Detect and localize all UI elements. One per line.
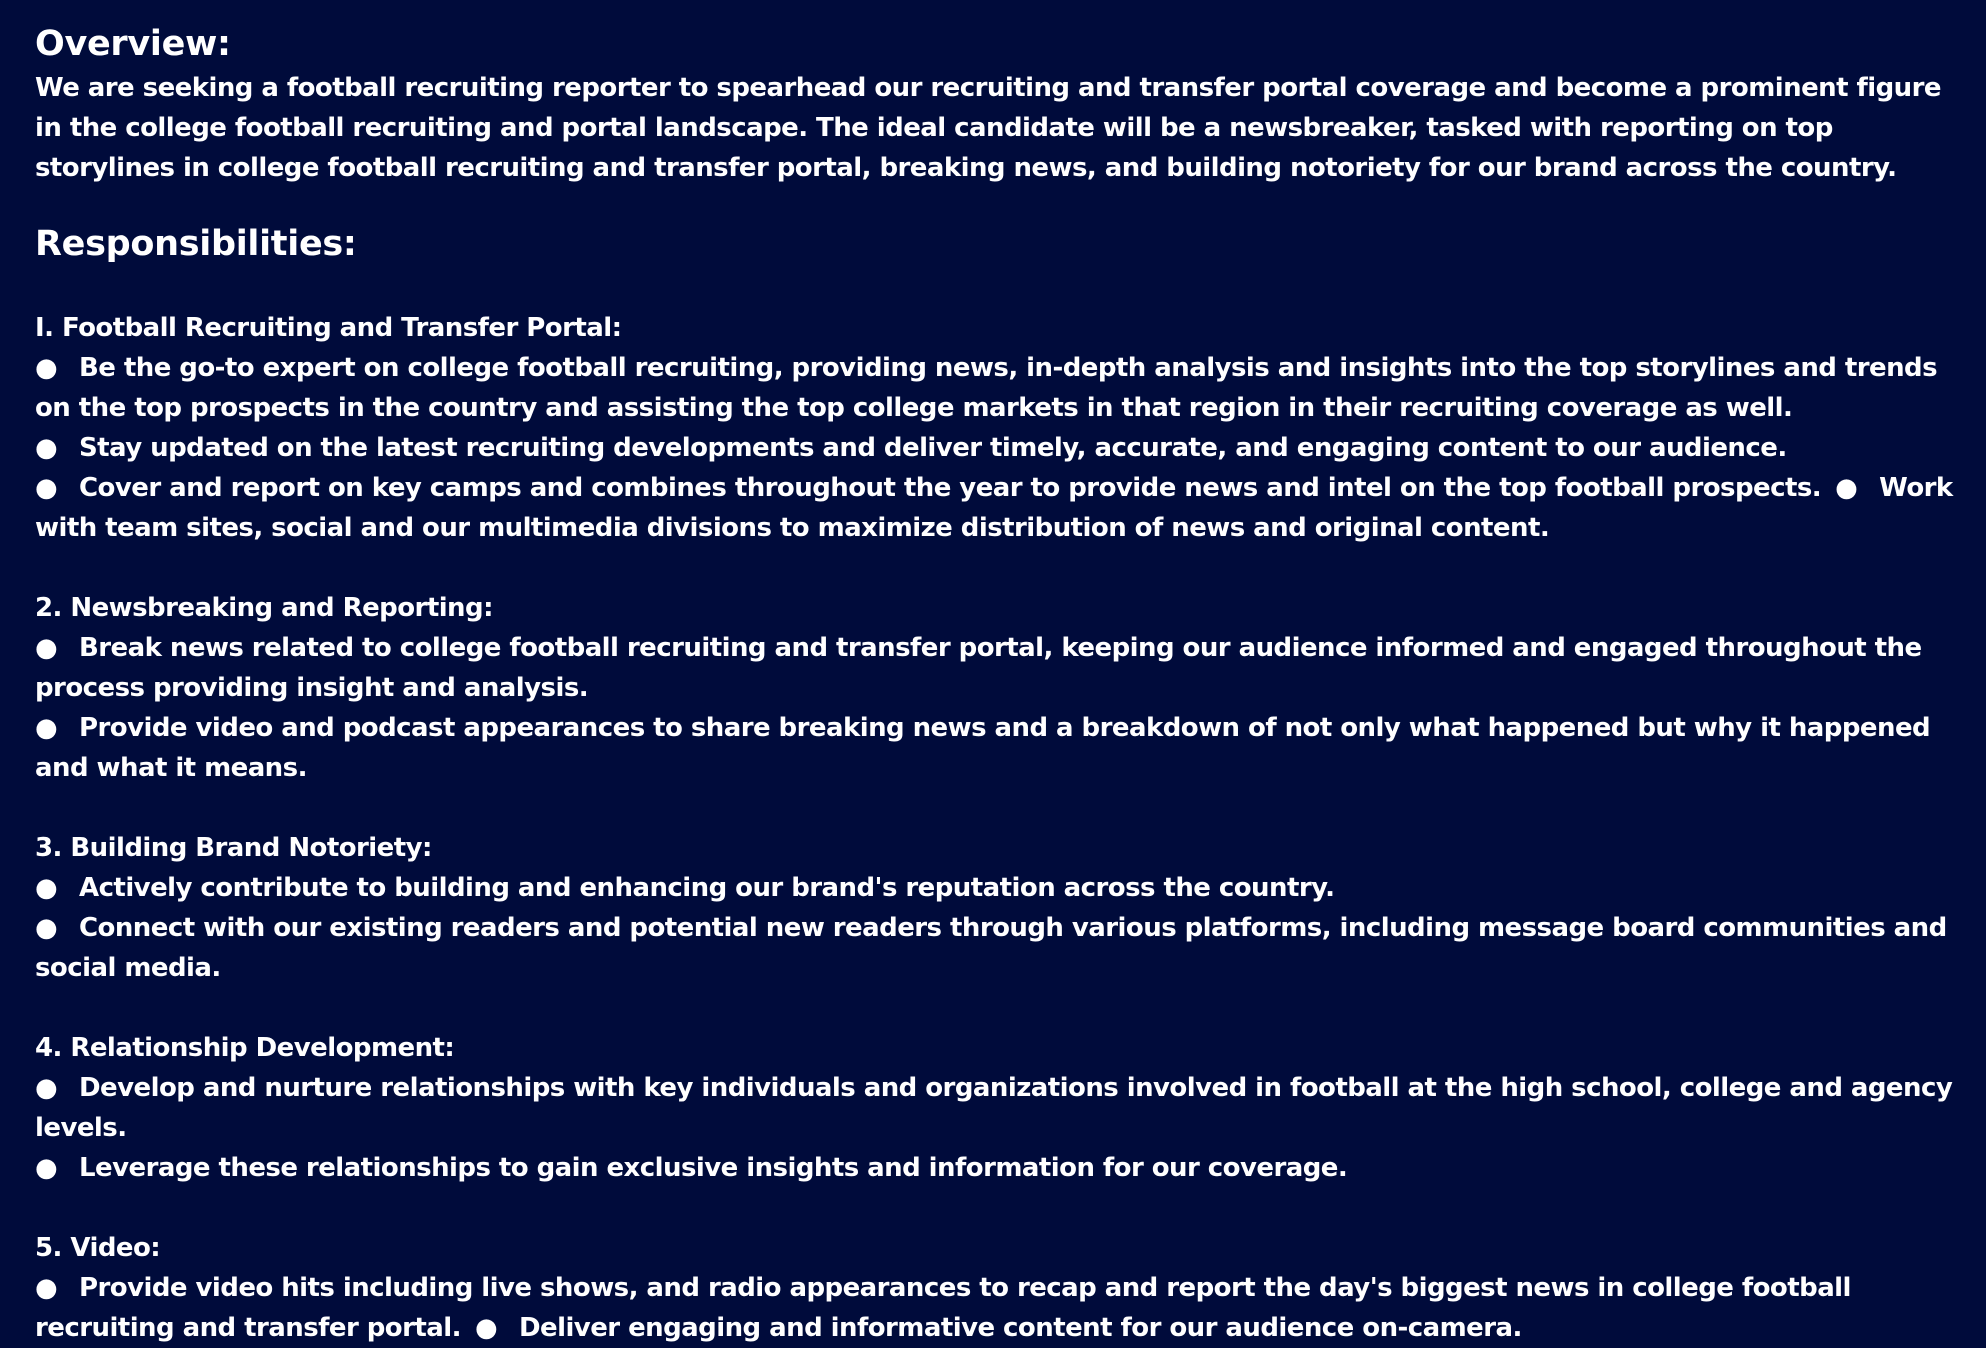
bullet-icon: ●: [35, 1073, 58, 1103]
list-item: [35, 1068, 1970, 1148]
list-item: [35, 1268, 1970, 1348]
bullet-icon: ●: [35, 713, 58, 743]
list-item-text: Leverage these relationships to gain exclusive insights and information for our coverage.: [79, 1153, 1348, 1183]
section-title: 2. Newsbreaking and Reporting:: [35, 593, 493, 623]
section-video: [35, 1228, 1970, 1348]
section-title: 4. Relationship Development:: [35, 1033, 455, 1063]
bullet-icon: ●: [35, 873, 58, 903]
bullet-icon: ●: [35, 913, 58, 943]
bullet-icon: ●: [35, 473, 58, 503]
section-recruiting-portal: [35, 308, 1970, 548]
bullet-icon: ●: [35, 1153, 58, 1183]
bullet-icon: ●: [35, 633, 58, 663]
job-description: [35, 20, 1970, 1348]
list-item: [35, 628, 1970, 708]
list-item-text: Break news related to college football recruiting and transfer portal, keeping our audience informed and engaged throughout the process providing insight and analysis.: [35, 633, 1922, 703]
list-item: [35, 1148, 1970, 1188]
section-title: 3. Building Brand Notoriety:: [35, 833, 432, 863]
bullet-icon: ●: [1835, 473, 1858, 503]
overview-heading: Overview:: [35, 24, 231, 64]
list-item: [35, 908, 1970, 988]
list-item-text: Develop and nurture relationships with key individuals and organizations involved in football at the high school, college and agency levels.: [35, 1073, 1953, 1143]
list-item-text: Be the go-to expert on college football recruiting, providing news, in-depth analysis and insights into the top storylines and trends on the top prospects in the country and assisting the top college markets in that region in their recruiting coverage as well.: [35, 353, 1938, 423]
list-item-text: Provide video and podcast appearances to share breaking news and a breakdown of not only what happened but why it happened and what it means.: [35, 713, 1931, 783]
list-item-text: Actively contribute to building and enhancing our brand's reputation across the country.: [79, 873, 1335, 903]
list-item-text: Provide video hits including live shows, and radio appearances to recap and report the day's biggest news in college football recruiting and transfer portal.: [35, 1273, 1851, 1343]
list-item-text: Work with team sites, social and our multimedia divisions to maximize distribution of news and original content.: [35, 473, 1953, 543]
list-item: [35, 708, 1970, 788]
list-item-text: Connect with our existing readers and potential new readers through various platforms, including message board communities and social media.: [35, 913, 1947, 983]
list-item: [35, 468, 1970, 548]
bullet-icon: ●: [35, 353, 58, 383]
section-relationship-development: [35, 1028, 1970, 1188]
list-item-text: Cover and report on key camps and combines throughout the year to provide news and intel on the top football prospects.: [79, 473, 1822, 503]
section-newsbreaking: [35, 588, 1970, 788]
section-title: 5. Video:: [35, 1233, 161, 1263]
list-item-text: Deliver engaging and informative content for our audience on-camera.: [518, 1313, 1522, 1343]
list-item: [35, 348, 1970, 428]
responsibilities-heading: Responsibilities:: [35, 224, 357, 264]
list-item-text: Stay updated on the latest recruiting developments and deliver timely, accurate, and engaging content to our audience.: [79, 433, 1787, 463]
overview-body: We are seeking a football recruiting reporter to spearhead our recruiting and transfer portal coverage and become a prominent figure in the college football recruiting and portal landscape. The ideal candidate will be a newsbreaker, tasked with reporting on top storylines in college football recruiting and transfer portal, breaking news, and building notoriety for our brand across the country.: [35, 73, 1941, 183]
bullet-icon: ●: [35, 433, 58, 463]
section-title: I. Football Recruiting and Transfer Portal:: [35, 313, 622, 343]
bullet-icon: ●: [474, 1313, 498, 1343]
list-item: [35, 428, 1970, 468]
section-brand-notoriety: [35, 828, 1970, 988]
list-item: [35, 868, 1970, 908]
bullet-icon: ●: [35, 1273, 58, 1303]
